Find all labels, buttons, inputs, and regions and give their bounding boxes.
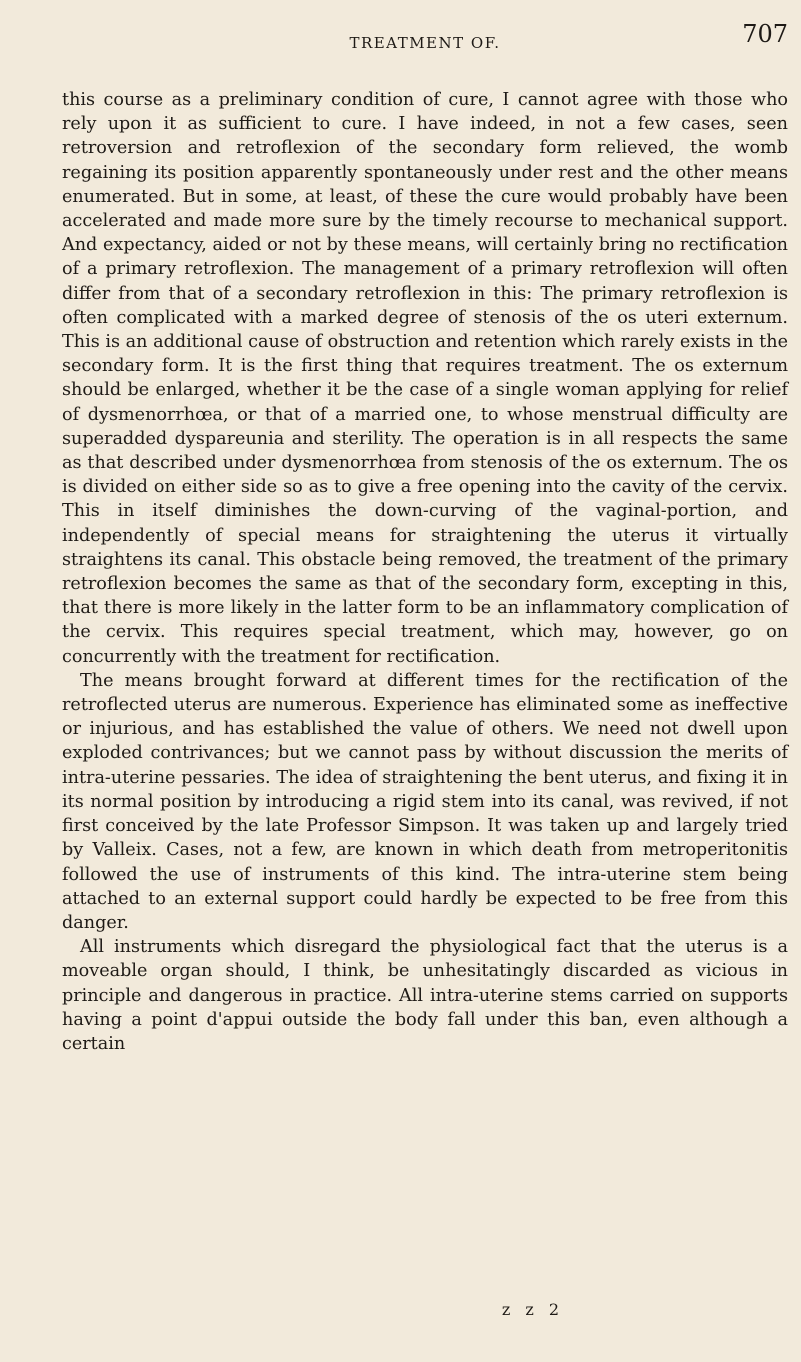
signature-text: z z 2 <box>501 1300 565 1319</box>
paragraph: this course as a preliminary condition of cure, I cannot agree with those who rely upon it as sufficient to cure. I have indeed, in not a few cases, seen retroversion and retroflexion of the secondary form relieved, the womb regaining its position apparently spontaneously under rest and the other means enumerated. But in some, at least, of these the cure would probably have been accelerated and made more sure by the timely recourse to mechanical support. And expectancy, aided or not by these means, will certainly bring no rectification of a primary retroflexion. The management of a primary retroflexion will often differ from that of a secondary retroflexion in this: The primary retroflexion is often complicated with a marked degree of stenosis of the os uteri externum. This is an additional cause of obstruction and retention which rarely exists in the secondary form. It is the first thing that requires treatment. The os externum should be enlarged, whether it be the case of a single woman applying for relief of dysmenorrhœa, or that of a married one, to whose menstrual difficulty are superadded dyspareunia and sterility. The operation is in all respects the same as that described under dysmenorrhœa from stenosis of the os externum. The os is divided on either side so as to give a free opening into the cavity of the cervix. This in itself diminishes the down-curving of the vaginal-portion, and independently of special means for straightening the uterus it virtually straightens its canal. This obstacle being removed, the treatment of the primary retroflexion becomes the same as that of the secondary form, excepting in this, that there is more likely in the latter form to be an inflammatory complication of the cervix. This requires special treatment, which may, however, go on concurrently with the treatment for rectification. <box>62 90 788 667</box>
page-header <box>62 20 788 60</box>
paragraph: All instruments which disregard the physiological fact that the uterus is a moveable organ should, I think, be unhesitatingly discarded as vicious in principle and dangerous in practice. All intra-uterine stems carried on supports having a point d'appui outside the body fall under this ban, even although a certain <box>62 937 788 1054</box>
body-text <box>62 88 788 1056</box>
page-number: 707 <box>742 20 788 48</box>
signature-mark <box>62 1300 788 1319</box>
running-head: TREATMENT OF. <box>349 34 501 52</box>
paragraph: The means brought forward at different times for the rectification of the retroflected uterus are numerous. Experience has eliminated some as ineffective or injurious, and has established the value of others. We need not dwell upon exploded contrivances; but we cannot pass by without discussion the merits of intra-uterine pessaries. The idea of straightening the bent uterus, and fixing it in its normal position by introducing a rigid stem into its canal, was revived, if not first conceived by the late Professor Simpson. It was taken up and largely tried by Valleix. Cases, not a few, are known in which death from metroperitonitis followed the use of instruments of this kind. The intra-uterine stem being attached to an external support could hardly be expected to be free from this danger. <box>62 670 788 933</box>
